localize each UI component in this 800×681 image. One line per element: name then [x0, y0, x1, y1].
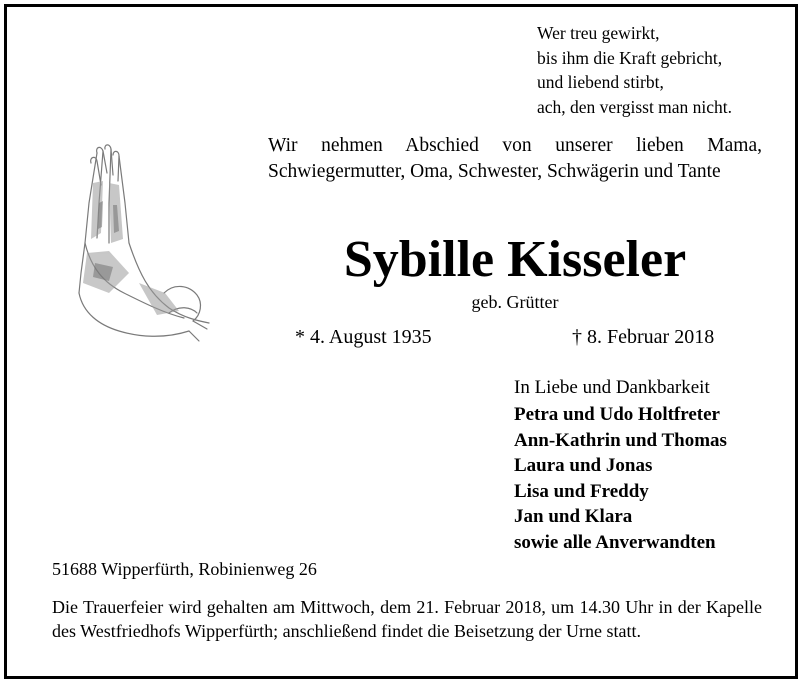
family-address: 51688 Wipperfürth, Robinienweg 26 — [52, 559, 317, 579]
poem-line: Wer treu gewirkt, — [537, 23, 660, 43]
funeral-service-notice: Die Trauerfeier wird gehalten am Mittwoch, dem 21. Februar 2018, um 14.30 Uhr in der Kapelle des Westfriedhofs Wipperfürth; anschließend findet die Beisetzung der Urne statt. — [52, 597, 762, 641]
death-date: † 8. Februar 2018 — [572, 326, 715, 348]
mourners-list — [514, 402, 727, 555]
mourner-entry: Jan und Klara — [514, 506, 633, 527]
closing-phrase: In Liebe und Dankbarkeit — [514, 377, 710, 398]
deceased-name: Sybille Kisseler — [343, 231, 687, 288]
poem-line: und liebend stirbt, — [537, 72, 664, 92]
praying-hands-icon — [69, 143, 219, 349]
birth-date: * 4. August 1935 — [295, 326, 432, 348]
mourner-entry: Lisa und Freddy — [514, 480, 649, 502]
poem-line: bis ihm die Kraft gebricht, — [537, 47, 723, 68]
farewell-text: Wir nehmen Abschied von unserer lieben Mama, Schwiegermutter, Oma, Schwester, Schwägerin und Tante — [268, 135, 762, 182]
obituary-notice — [4, 4, 798, 679]
mourner-entry: Laura und Jonas — [514, 455, 653, 476]
maiden-name: geb. Grütter — [471, 292, 559, 312]
memorial-poem — [537, 21, 732, 119]
mourner-entry: sowie alle Anverwandten — [514, 531, 716, 553]
mourner-entry: Ann-Kathrin und Thomas — [514, 429, 727, 451]
poem-line: ach, den vergisst man nicht. — [537, 96, 733, 117]
mourner-entry: Petra und Udo Holtfreter — [514, 404, 720, 425]
